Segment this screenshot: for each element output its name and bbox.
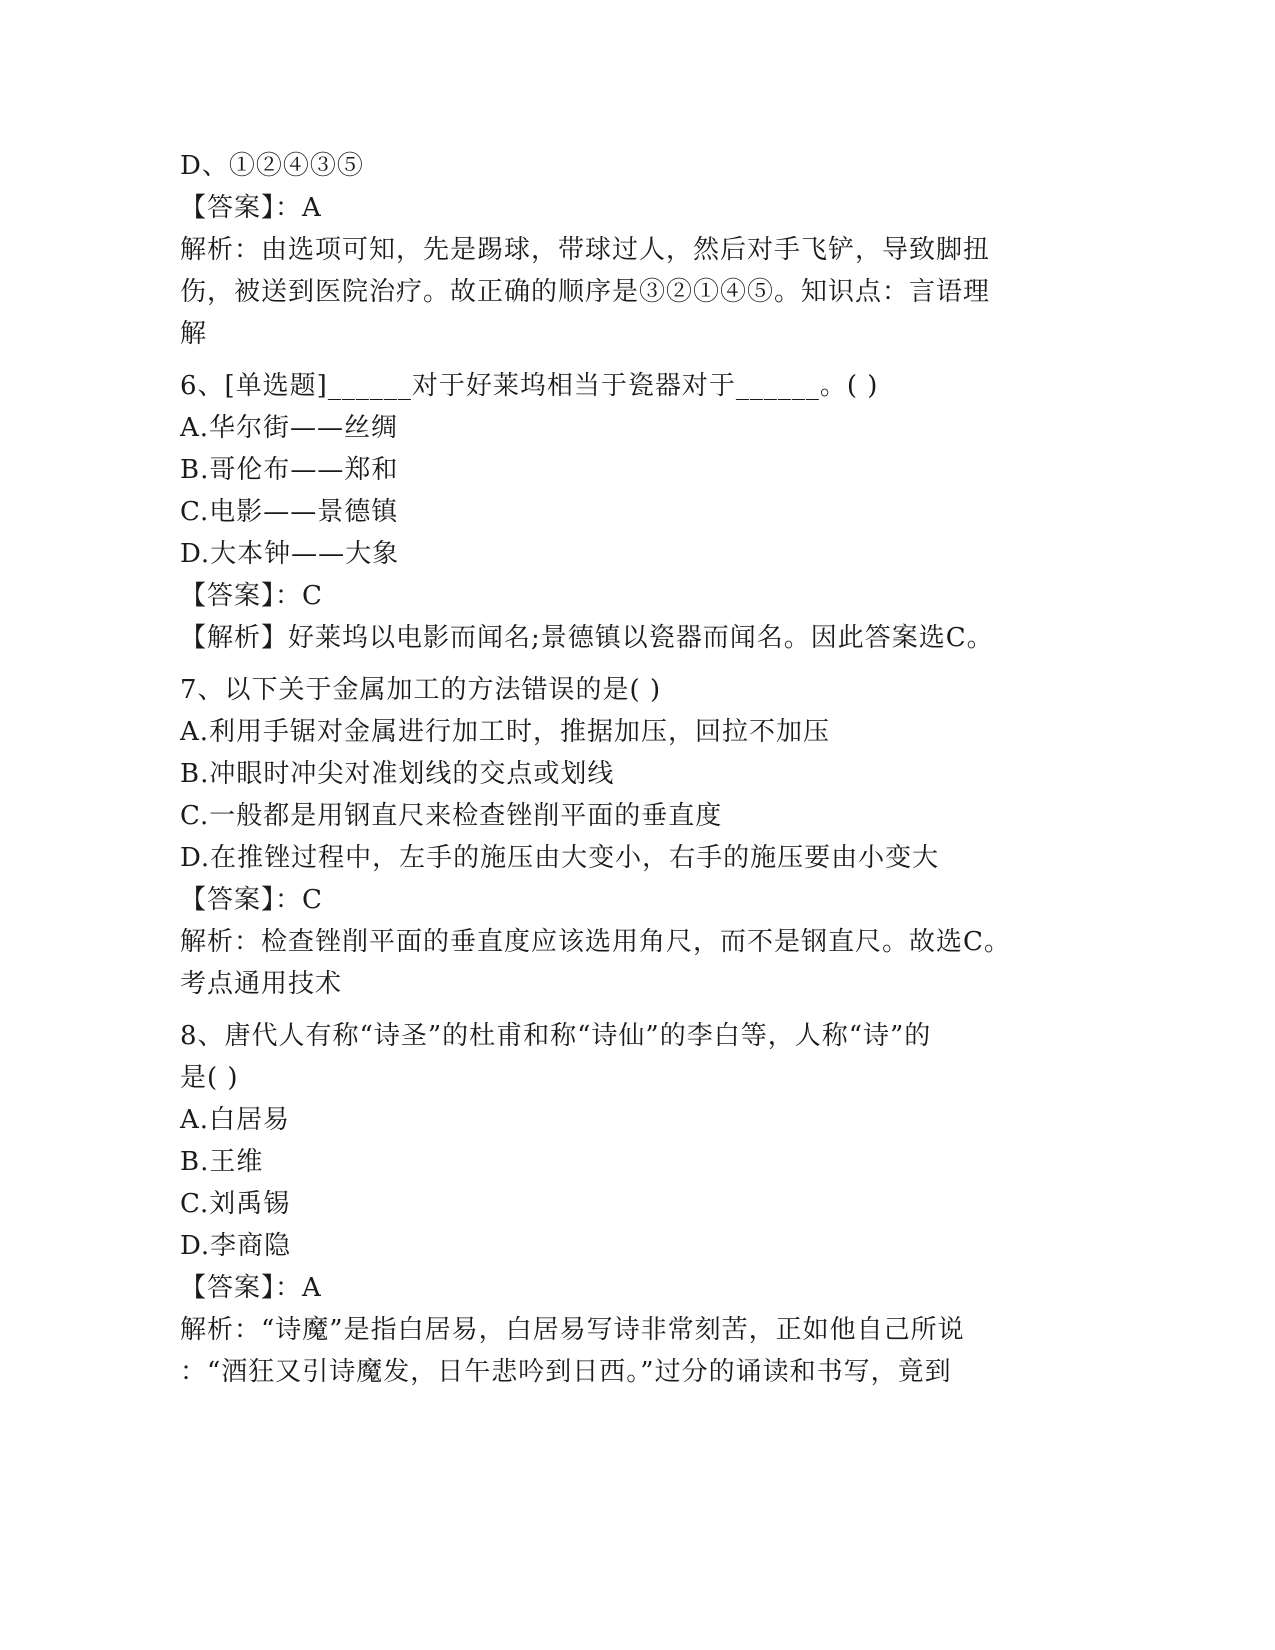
q6-option-a: A.华尔街——丝绸 xyxy=(180,413,399,443)
q7-option-a: A.利用手锯对金属进行加工时，推据加压，回拉不加压 xyxy=(180,717,831,747)
q7-explanation-line: 解析：检查锉削平面的垂直度应该选用角尺，而不是钢直尺。故选C。 xyxy=(180,927,1011,957)
q7-option-b: B.冲眼时冲尖对准划线的交点或划线 xyxy=(180,759,615,789)
question-8 xyxy=(180,1015,1060,1393)
q8-explanation-line: ：“酒狂又引诗魔发，日午悲吟到日西。”过分的诵读和书写，竟到 xyxy=(180,1357,952,1387)
document-page xyxy=(180,145,1060,1393)
q6-stem: 6、[单选题]______对于好莱坞相当于瓷器对于______。( ) xyxy=(180,371,879,401)
q6-answer: 【答案】：C xyxy=(180,581,323,611)
q7-answer: 【答案】：C xyxy=(180,885,323,915)
q6-option-b: B.哥伦布——郑和 xyxy=(180,455,399,485)
q6-option-c: C.电影——景德镇 xyxy=(180,497,399,527)
question-6 xyxy=(180,365,1060,659)
q6-explanation-line: 【解析】好莱坞以电影而闻名;景德镇以瓷器而闻名。因此答案选C。 xyxy=(180,623,994,653)
question-5-tail xyxy=(180,145,1060,355)
q7-option-d: D.在推锉过程中，左手的施压由大变小，右手的施压要由小变大 xyxy=(180,843,940,873)
q8-answer: 【答案】：A xyxy=(180,1273,322,1303)
q5-option-d: D、①②④③⑤ xyxy=(180,151,364,181)
q5-explanation-line: 解析：由选项可知，先是踢球，带球过人，然后对手飞铲，导致脚扭 xyxy=(180,235,991,265)
q8-option-d: D.李商隐 xyxy=(180,1231,292,1261)
q7-option-c: C.一般都是用钢直尺来检查锉削平面的垂直度 xyxy=(180,801,723,831)
q8-option-b: B.王维 xyxy=(180,1147,264,1177)
q5-explanation-line: 解 xyxy=(180,319,208,349)
q8-stem-line: 是( ) xyxy=(180,1063,239,1093)
q8-option-a: A.白居易 xyxy=(180,1105,291,1135)
q5-explanation-line: 伤，被送到医院治疗。故正确的顺序是③②①④⑤。知识点：言语理 xyxy=(180,277,991,307)
q8-explanation-line: 解析：“诗魔”是指白居易，白居易写诗非常刻苦，正如他自己所说 xyxy=(180,1315,965,1345)
q7-explanation-line: 考点通用技术 xyxy=(180,969,343,999)
q7-stem: 7、以下关于金属加工的方法错误的是( ) xyxy=(180,675,662,705)
question-7 xyxy=(180,669,1060,1005)
q6-option-d: D.大本钟——大象 xyxy=(180,539,400,569)
q5-answer: 【答案】：A xyxy=(180,193,322,223)
q8-option-c: C.刘禹锡 xyxy=(180,1189,291,1219)
q8-stem-line: 8、唐代人有称“诗圣”的杜甫和称“诗仙”的李白等，人称“诗”的 xyxy=(180,1021,932,1051)
